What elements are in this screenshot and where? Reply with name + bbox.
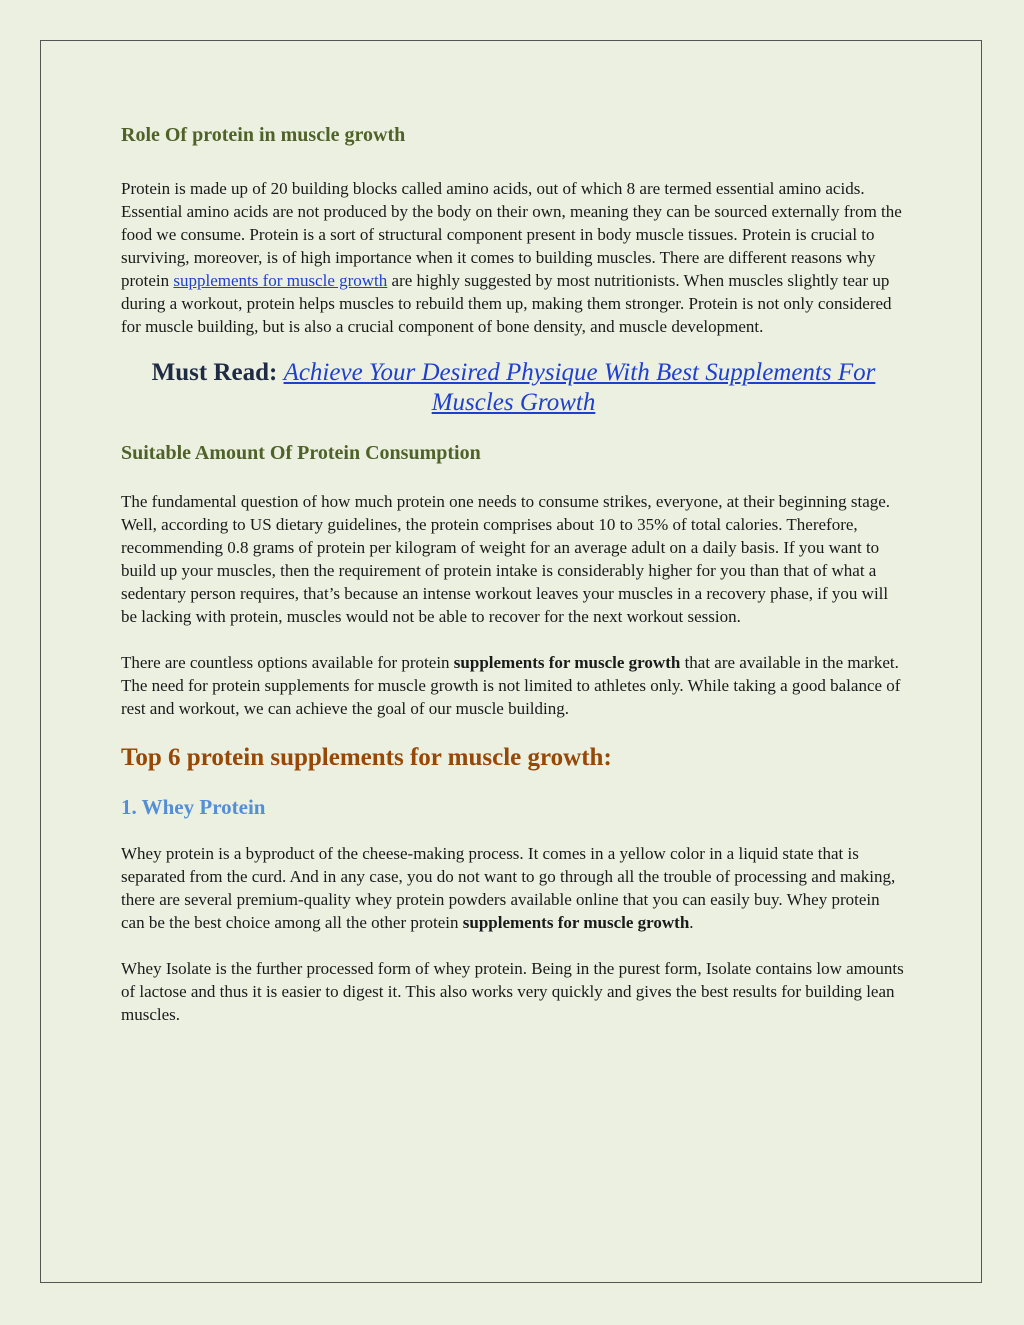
role-heading: Role Of protein in muscle growth bbox=[121, 124, 406, 146]
whey-paragraph-1 bbox=[121, 842, 906, 934]
role-text-end: are highly suggested by most nutritionists. When muscles slightly tear up during a workout, protein helps muscles to rebuild them up, making them stronger. Protein is not only considered for muscle building, but is also a crucial component of bone density, and muscle development. bbox=[121, 271, 892, 336]
suitable-text-start: There are countless options available for protein bbox=[121, 653, 454, 672]
must-read-callout bbox=[121, 358, 906, 418]
whey-text-end: . bbox=[689, 913, 694, 932]
supplements-bold-2: supplements for muscle growth bbox=[462, 913, 690, 932]
suitable-paragraph-2 bbox=[121, 651, 906, 720]
role-text-start: Protein is made up of 20 building blocks called amino acids, out of which 8 are termed essential amino acids. Essential amino acids are not produced by the body on their own, meaning they can be sourced externally from the food we consume. Protein is a sort of structural component present in body muscle tissues. Protein is crucial to surviving, moreover, is of high importance when it comes to building muscles. There are different reasons why protein bbox=[121, 179, 902, 290]
whey-paragraph-2: Whey Isolate is the further processed form of whey protein. Being in the purest form, Isolate contains low amounts of lactose and thus it is easier to digest it. This also works very quickly and gives the best results for building lean muscles. bbox=[121, 959, 904, 1024]
suitable-paragraph-1: The fundamental question of how much protein one needs to consume strikes, everyone, at their beginning stage. Well, according to US dietary guidelines, the protein comprises about 10 to 35% of total calories. Therefore, recommending 0.8 grams of protein per kilogram of weight for an average adult on a daily basis. If you want to build up your muscles, then the requirement of protein intake is considerably higher for you than that of what a sedentary person requires, that’s because an intense workout leaves your muscles in a recovery phase, if you will be lacking with protein, muscles would not be able to recover for the next workout session. bbox=[121, 492, 891, 626]
supplements-link[interactable]: supplements for muscle growth bbox=[173, 271, 388, 290]
must-read-link[interactable]: Achieve Your Desired Physique With Best Supplements For Muscles Growth bbox=[283, 359, 876, 416]
suitable-text-end: that are available in the market. The need for protein supplements for muscle growth is not limited to athletes only. While taking a good balance of rest and workout, we can achieve the goal of our muscle building. bbox=[121, 653, 901, 718]
top6-heading: Top 6 protein supplements for muscle growth: bbox=[121, 744, 612, 771]
whey-text-start: Whey protein is a byproduct of the cheese-making process. It comes in a yellow color in a liquid state that is separated from the curd. And in any case, you do not want to go through all the trouble of processing and making, there are several premium-quality whey protein powders available online that you can easily buy. Whey protein can be the best choice among all the other protein bbox=[121, 844, 896, 932]
supplements-bold-1: supplements for muscle growth bbox=[453, 653, 681, 672]
whey-heading: 1. Whey Protein bbox=[121, 795, 266, 819]
suitable-heading: Suitable Amount Of Protein Consumption bbox=[121, 442, 481, 464]
document-content bbox=[121, 120, 906, 1026]
must-read-label: Must Read: bbox=[151, 359, 278, 386]
role-paragraph bbox=[121, 177, 906, 338]
